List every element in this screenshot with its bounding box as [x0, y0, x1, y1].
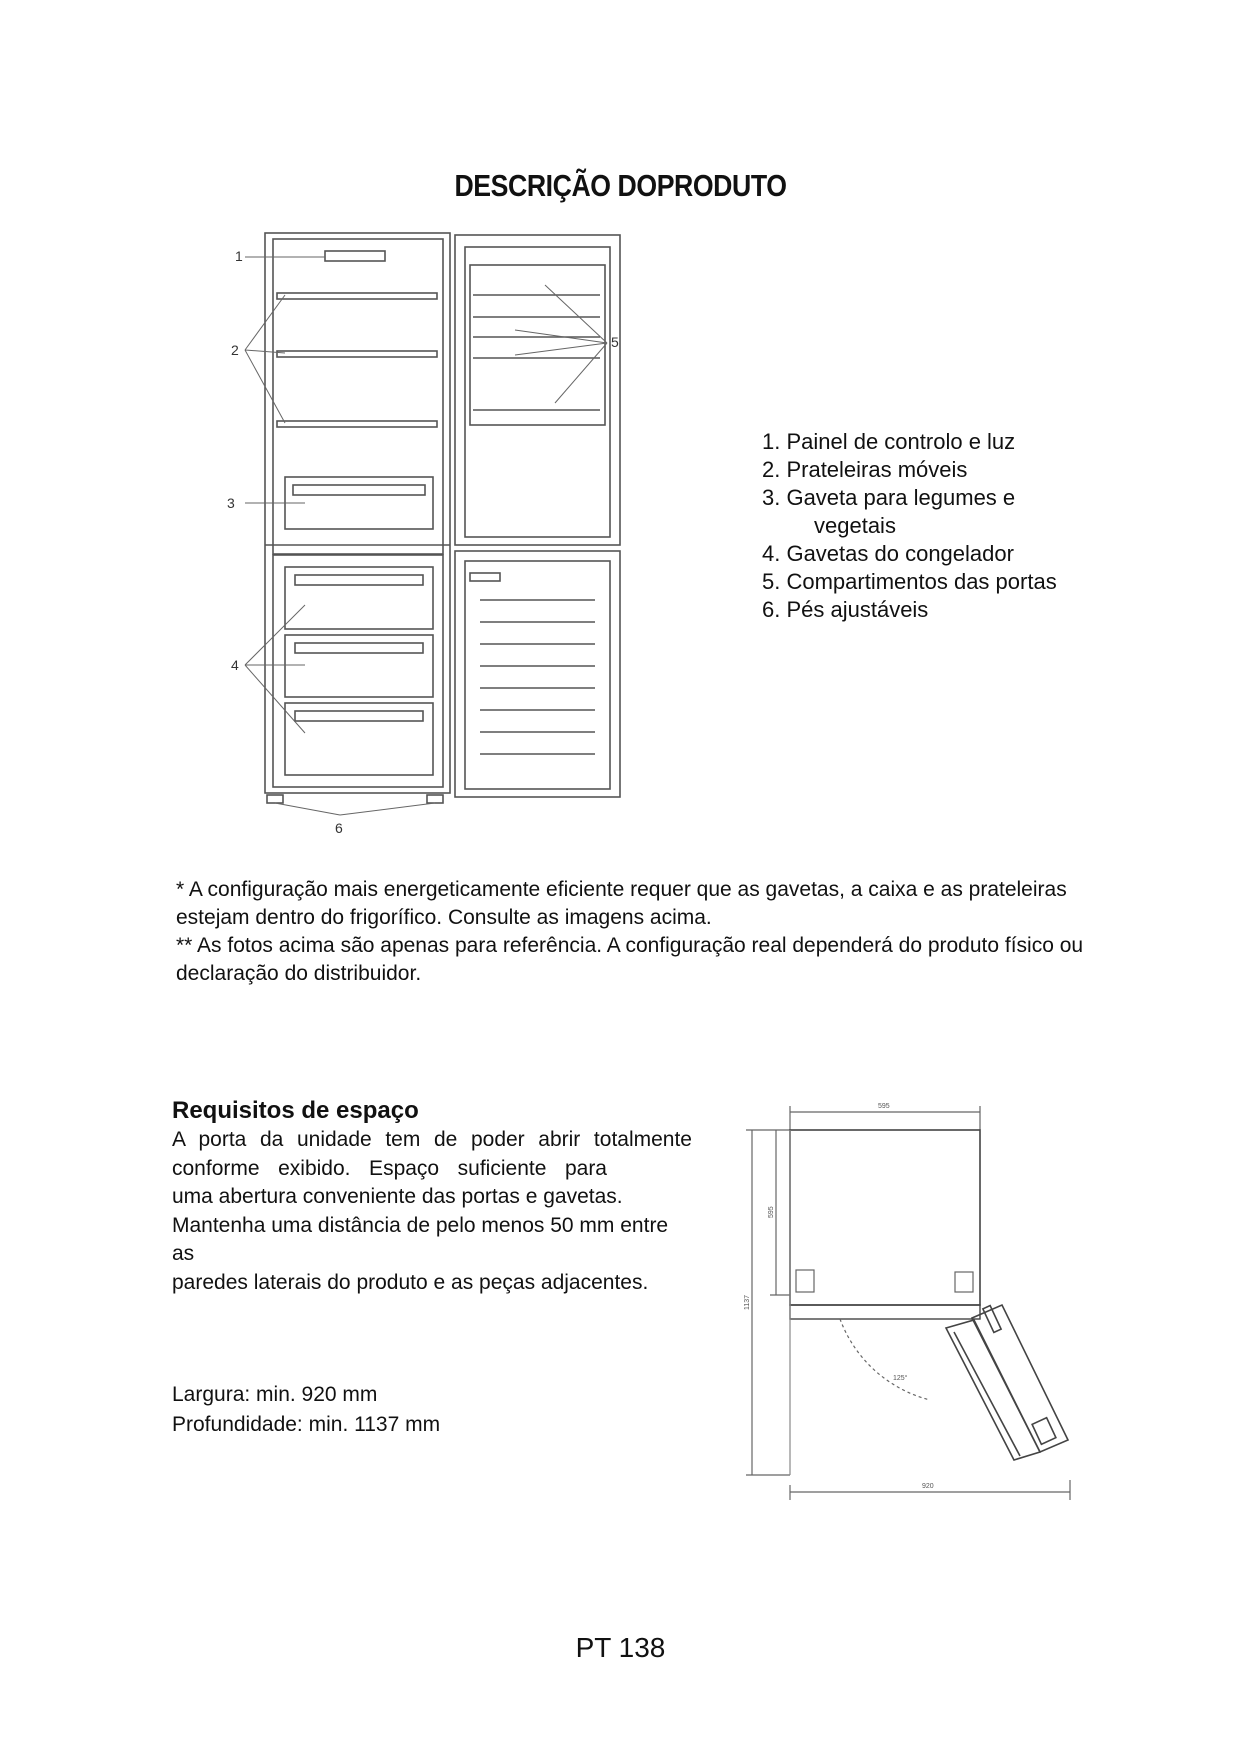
angle-label: 125°: [893, 1375, 908, 1382]
space-line: A porta da unidade tem de poder abrir totalmente: [172, 1128, 692, 1151]
space-line: paredes laterais do produto e as peças adjacentes.: [172, 1270, 649, 1294]
page-number: PT 138: [575, 1632, 666, 1663]
width-requirement: Largura: min. 920 mm: [172, 1383, 378, 1406]
dim-bottom-label: 920: [922, 1483, 934, 1490]
legend-item: 5. Compartimentos das portas: [762, 569, 1057, 594]
fridge-door-outline: [455, 235, 620, 545]
door-opening-plan-diagram: [740, 1100, 1090, 1510]
minimum-dimensions: [172, 1380, 440, 1440]
page-title: DESCRIÇÃO DOPRODUTO: [454, 168, 787, 203]
fridge-product-diagram: [215, 225, 635, 855]
dim-side-total-label: 1137: [744, 1294, 751, 1310]
callout-3: 3: [227, 495, 235, 511]
depth-requirement: Profundidade: min. 1137 mm: [172, 1413, 441, 1436]
note-energy: * A configuração mais energeticamente eficiente requer que as gavetas, a caixa e as prateleiras estejam dentro do frigorífico. Consulte as imagens acima.: [176, 878, 1067, 929]
legend-item: 4. Gavetas do congelador: [762, 541, 1014, 566]
notes: [176, 876, 1096, 988]
space-line: uma abertura conveniente das portas e gavetas.: [172, 1185, 623, 1208]
parts-legend: [762, 428, 1057, 624]
callout-2: 2: [231, 342, 239, 358]
legend-item: vegetais: [814, 513, 896, 538]
fridge-body-outline: [265, 233, 450, 793]
space-line: Mantenha uma distância de pelo menos 50 mm entre as: [172, 1213, 669, 1265]
callout-1: 1: [235, 248, 243, 264]
legend-item: 3. Gaveta para legumes e: [762, 485, 1016, 510]
dim-side-inner-label: 595: [768, 1206, 775, 1218]
legend-item: 2. Prateleiras móveis: [762, 457, 968, 482]
freezer-door-outline: [455, 551, 620, 797]
callout-6: 6: [335, 820, 343, 836]
space-line: conforme exibido. Espaço suficiente para: [172, 1156, 607, 1180]
callout-4: 4: [231, 657, 239, 673]
legend-item: 6. Pés ajustáveis: [762, 597, 929, 622]
control-panel-shape: [325, 251, 385, 261]
legend-item: 1. Painel de controlo e luz: [762, 429, 1016, 454]
note-photos: ** As fotos acima são apenas para referência. A configuração real dependerá do produto físico ou declaração do distribuidor.: [176, 934, 1084, 985]
space-heading: Requisitos de espaço: [172, 1097, 419, 1124]
dim-top-label: 595: [878, 1103, 890, 1110]
space-paragraph: [172, 1126, 692, 1297]
callout-5: 5: [611, 334, 619, 350]
